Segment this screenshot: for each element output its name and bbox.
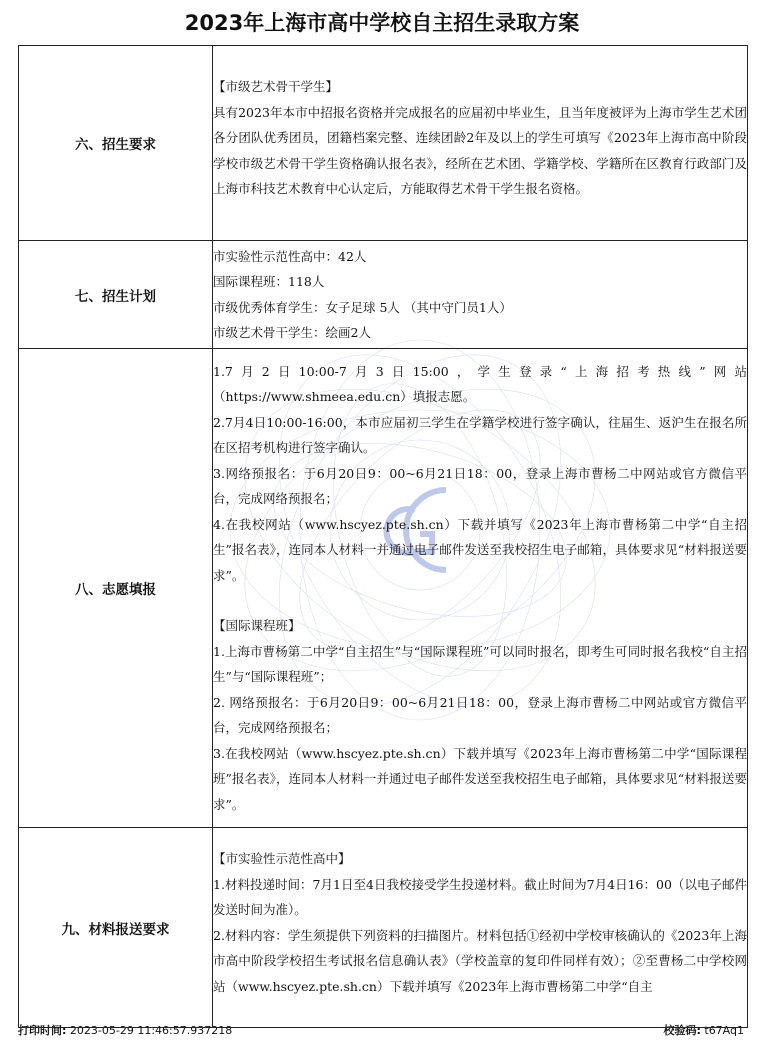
table-row — [19, 349, 748, 828]
list-item: 4.在我校网站（www.hscyez.pte.sh.cn）下载并填写《2023年上海市曹杨第二中学“自主招生”报名表》，连同本人材料一并通过电子邮件发送至我校招生电子邮箱，具体要求见“材料报送要求”。 — [213, 516, 747, 583]
plan-line: 市级优秀体育学生：女子足球 5人 （其中守门员1人） — [213, 299, 512, 315]
verification-code-label: 校验码: — [663, 1024, 701, 1037]
admission-plan-table — [18, 45, 748, 1028]
page-title: 2023年上海市高中学校自主招生录取方案 — [184, 11, 580, 35]
table-row — [19, 241, 748, 349]
list-item: 1.7月2日10:00-7月3日15:00，学生登录“上海招考热线”网站（https://www.shmeea.edu.cn）填报志愿。 — [213, 363, 747, 405]
section-text: 具有2023年本市中招报名资格并完成报名的应届初中毕业生，且当年度被评为上海市学生艺术团各分团队优秀团员，团籍档案完整、连续团龄2年及以上的学生可填写《2023年上海市高中阶段学校市级艺术骨干学生资格确认报名表》，经所在艺术团、学籍学校、学籍所在区教育行政部门及上海市科技艺术教育中心认定后，方能取得艺术骨干学生报名资格。 — [213, 104, 747, 196]
section-heading: 【市实验性示范性高中】 — [213, 851, 351, 866]
plan-line: 市实验性示范性高中：42人 — [213, 248, 367, 264]
section-label: 六、招生要求 — [19, 46, 213, 241]
list-item: 2. 网络预报名：于6月20日9：00~6月21日18：00，登录上海市曹杨二中网站或官方微信平台，完成网络预报名； — [213, 694, 747, 736]
table-row — [19, 828, 748, 1028]
print-time-label: 打印时间: — [18, 1024, 67, 1037]
plan-line: 市级艺术骨干学生：绘画2人 — [213, 325, 371, 340]
section-heading: 【国际课程班】 — [213, 618, 301, 634]
section-label: 九、材料报送要求 — [19, 828, 213, 1028]
section-content — [213, 349, 748, 828]
section-content — [213, 46, 748, 241]
list-item: 3.网络预报名：于6月20日9：00~6月21日18：00，登录上海市曹杨二中网站或官方微信平台，完成网络预报名； — [213, 465, 747, 507]
list-item: 1.上海市曹杨第二中学“自主招生”与“国际课程班”可以同时报名，即考生可同时报名我校“自主招生”与“国际课程班”； — [213, 643, 747, 685]
section-content — [213, 828, 748, 1028]
list-item: 3.在我校网站（www.hscyez.pte.sh.cn）下载并填写《2023年上海市曹杨第二中学“国际课程班”报名表》，连同本人材料一并通过电子邮件发送至我校招生电子邮箱，具体要求见“材料报送要求”。 — [213, 745, 747, 812]
section-heading: 【市级艺术骨干学生】 — [213, 79, 339, 94]
verification-code-value: t67Aq1 — [704, 1024, 744, 1037]
section-content — [213, 241, 748, 349]
section-label: 八、志愿填报 — [19, 349, 213, 828]
spacer — [213, 588, 747, 613]
table-row — [19, 46, 748, 241]
print-time-value: 2023-05-29 11:46:57.937218 — [69, 1024, 233, 1037]
section-label: 七、招生计划 — [19, 241, 213, 349]
list-item: 2.7月4日10:00-16:00，本市应届初三学生在学籍学校进行签字确认，往届生、返沪生在报名所在区招考机构进行签字确认。 — [213, 414, 747, 456]
plan-line: 国际课程班：118人 — [213, 274, 325, 289]
list-item: 2.材料内容：学生须提供下列资料的扫描图片。材料包括①经初中学校审核确认的《2023年上海市高中阶段学校招生考试报名信息确认表》（学校盖章的复印件同样有效）；②至曹杨二中学校网站（www.hscyez.pte.sh.cn）下载并填写《2023年上海市曹杨第二中学“自主 — [213, 927, 747, 994]
list-item: 1.材料投递时间：7月1日至4日我校接受学生投递材料。截止时间为7月4日16：00（以电子邮件发送时间为准）。 — [213, 876, 747, 917]
